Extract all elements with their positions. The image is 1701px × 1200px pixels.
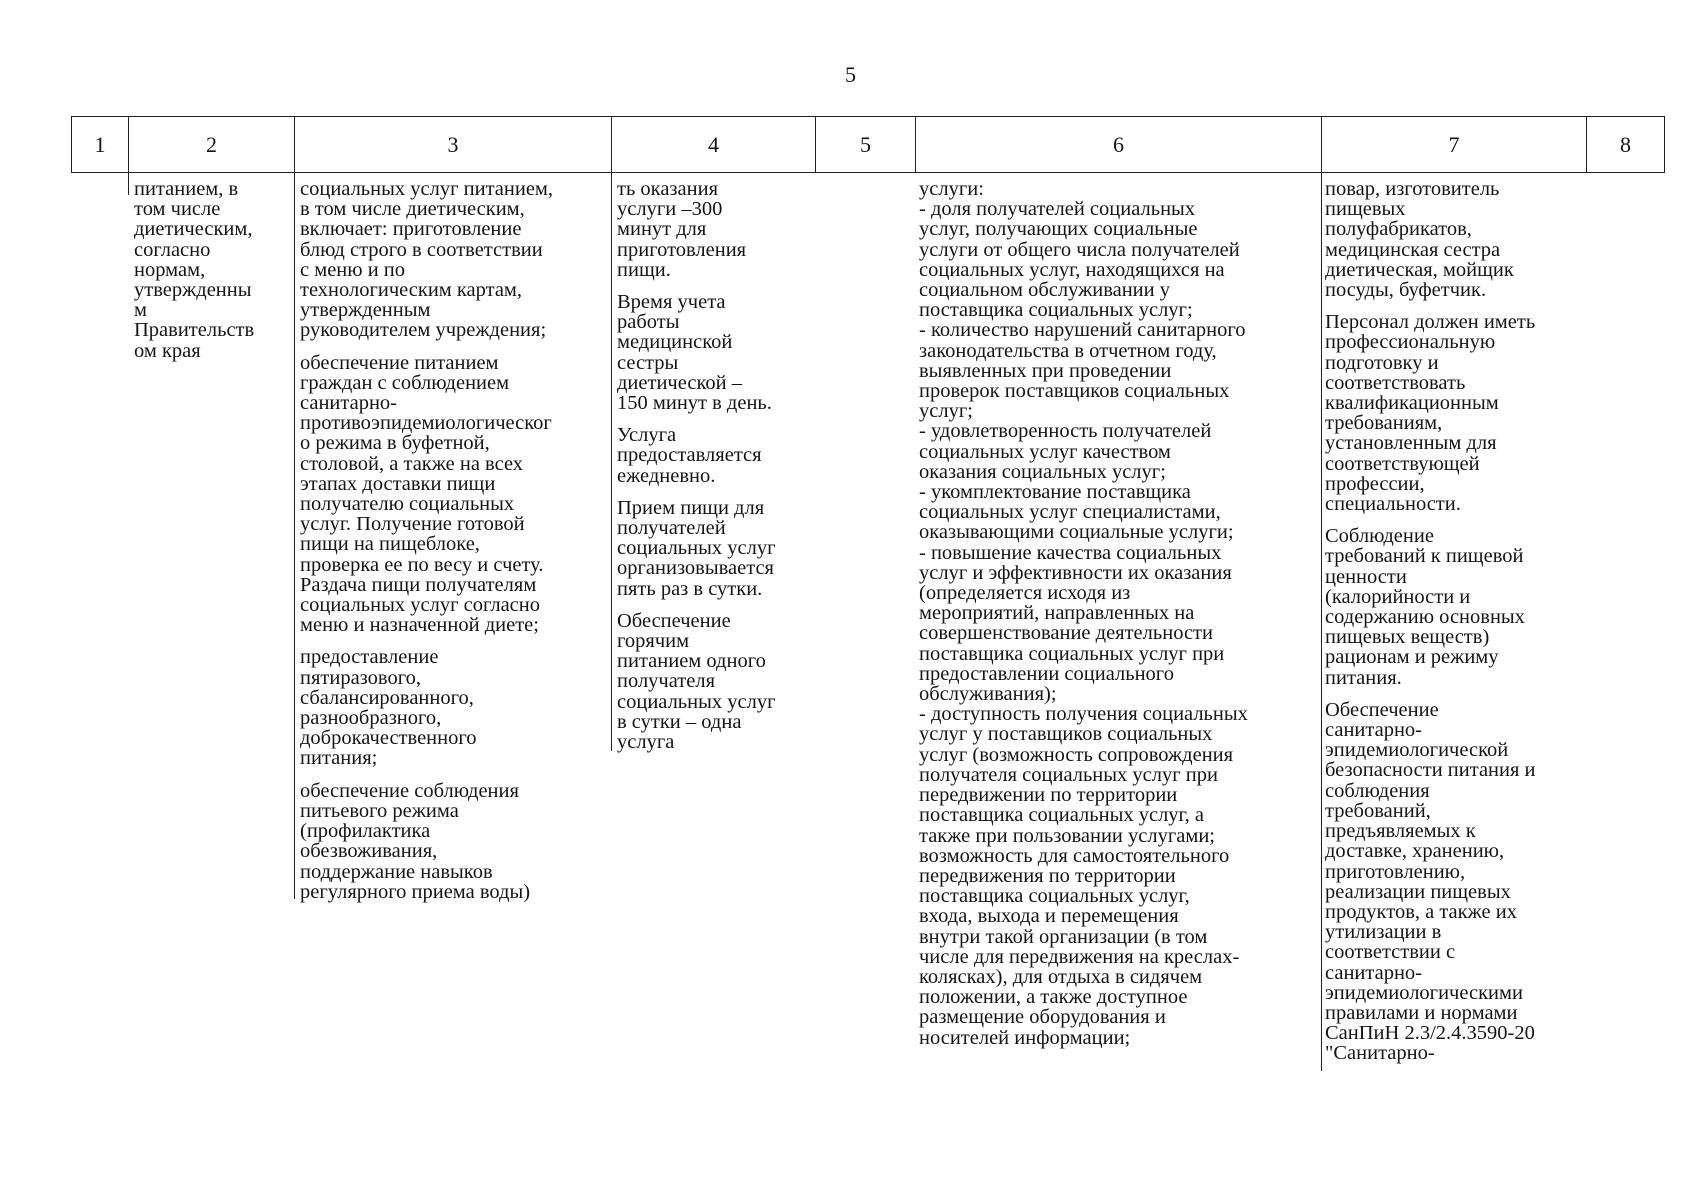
- cell-col-7: [1325, 179, 1587, 1064]
- column-divider: [611, 171, 612, 751]
- cell-col-4-paragraph: Обеспечение горячим питанием одного получателя социальных услуг в сутки – одна услуга: [617, 609, 776, 754]
- column-divider: [1321, 171, 1322, 1071]
- page-number: 5: [845, 62, 856, 87]
- header-col-5: 5: [815, 117, 915, 172]
- cell-col-7-paragraph: Персонал должен иметь профессиональную подготовку и соответствовать квалификационным требованиям, установленным для соответствующей профессии, специальности.: [1325, 311, 1536, 516]
- cell-col-3-paragraph: обеспечение соблюдения питьевого режима (профилактика обезвоживания, поддержание навыков регулярного приема воды): [300, 779, 531, 903]
- cell-col-4-paragraph: ть оказания услуги –300 минут для приготовления пищи.: [617, 178, 747, 281]
- cell-col-3: [300, 179, 610, 902]
- header-col-1: 1: [71, 117, 128, 172]
- cell-col-7-paragraph: Соблюдение требований к пищевой ценности (калорийности и содержанию основных пищевых веществ) рационам и режиму питания.: [1325, 525, 1525, 689]
- cell-col-2: [134, 179, 294, 361]
- cell-col-4-paragraph: Время учета работы медицинской сестры диетической – 150 минут в день.: [617, 291, 772, 415]
- header-col-8: 8: [1586, 117, 1665, 172]
- cell-col-4-paragraph: Услуга предоставляется ежедневно.: [617, 424, 762, 487]
- cell-col-2-text: питанием, в том числе диетическим, согласно нормам, утвержденны м Правительств ом края: [134, 178, 255, 362]
- cell-col-7-paragraph: Обеспечение санитарно- эпидемиологической безопасности питания и соблюдения требований, предъявляемых к доставке, хранению, приготовлению, реализации пищевых продуктов, а также их утилизации в соответствии с санитарно- эпидемиологическими правилами и нормами СанПиН 2.3/2.4.3590-20 "Санитарно-: [1325, 698, 1536, 1065]
- cell-col-3-paragraph: социальных услуг питанием, в том числе диетическим, включает: приготовление блюд строго в соответствии с меню и по технологическим картам, утвержденным руководителем учреждения;: [300, 178, 554, 342]
- table-header-row: [71, 116, 1665, 173]
- cell-col-4-paragraph: Прием пищи для получателей социальных услуг организовывается пять раз в сутки.: [617, 496, 776, 600]
- cell-col-7-paragraph: повар, изготовитель пищевых полуфабрикатов, медицинская сестра диетическая, мойщик посуды, буфетчик.: [1325, 178, 1514, 302]
- column-divider: [128, 171, 129, 195]
- cell-col-6: [919, 179, 1321, 1048]
- cell-col-3-paragraph: предоставление пятиразового, сбалансированного, разнообразного, доброкачественного питания;: [300, 646, 477, 770]
- column-divider: [294, 171, 295, 899]
- header-col-4: 4: [611, 117, 815, 172]
- header-col-2: 2: [128, 117, 294, 172]
- cell-col-4: [617, 179, 817, 752]
- header-col-3: 3: [294, 117, 611, 172]
- header-col-6: 6: [915, 117, 1321, 172]
- cell-col-6-text: услуги: - доля получателей социальных услуг, получающих социальные услуги от общего числа получателей социальных услуг, находящихся на социальном обслуживании у поставщика социальных услуг; - количество нарушений санитарного законодательства в отчетном году, выявленных при проведении проверок поставщиков социальных услуг; - удовлетворенность получателей социальных услуг качеством оказания социальных услуг; - укомплектование поставщика социальных услуг специалистами, оказывающими социальные услуги; - повышение качества социальных услуг и эффективности их оказания (определяется исходя из мероприятий, направленных на совершенствование деятельности поставщика социальных услуг при предоставлении социального обслуживания); - доступность получения социальных услуг у поставщиков социальных услуг (возможность сопровождения получателя социальных услуг при передвижении по территории поставщика социальных услуг, а также при пользовании услугами; возможность для самостоятельного передвижения по территории поставщика социальных услуг, входа, выхода и перемещения внутри такой организации (в том числе для передвижения на креслах- колясках), для отдыха в сидячем положении, а также доступное размещение оборудования и носителей информации;: [919, 178, 1248, 1049]
- header-col-7: 7: [1321, 117, 1586, 172]
- cell-col-3-paragraph: обеспечение питанием граждан с соблюдением санитарно- противоэпидемиологическог о режима в буфетной, столовой, а также на всех этапах доставки пищи получателю социальных услуг. Получение готовой пищи на пищеблоке, проверка ее по весу и счету. Раздача пищи получателям социальных услуг согласно меню и назначенной диете;: [300, 351, 552, 637]
